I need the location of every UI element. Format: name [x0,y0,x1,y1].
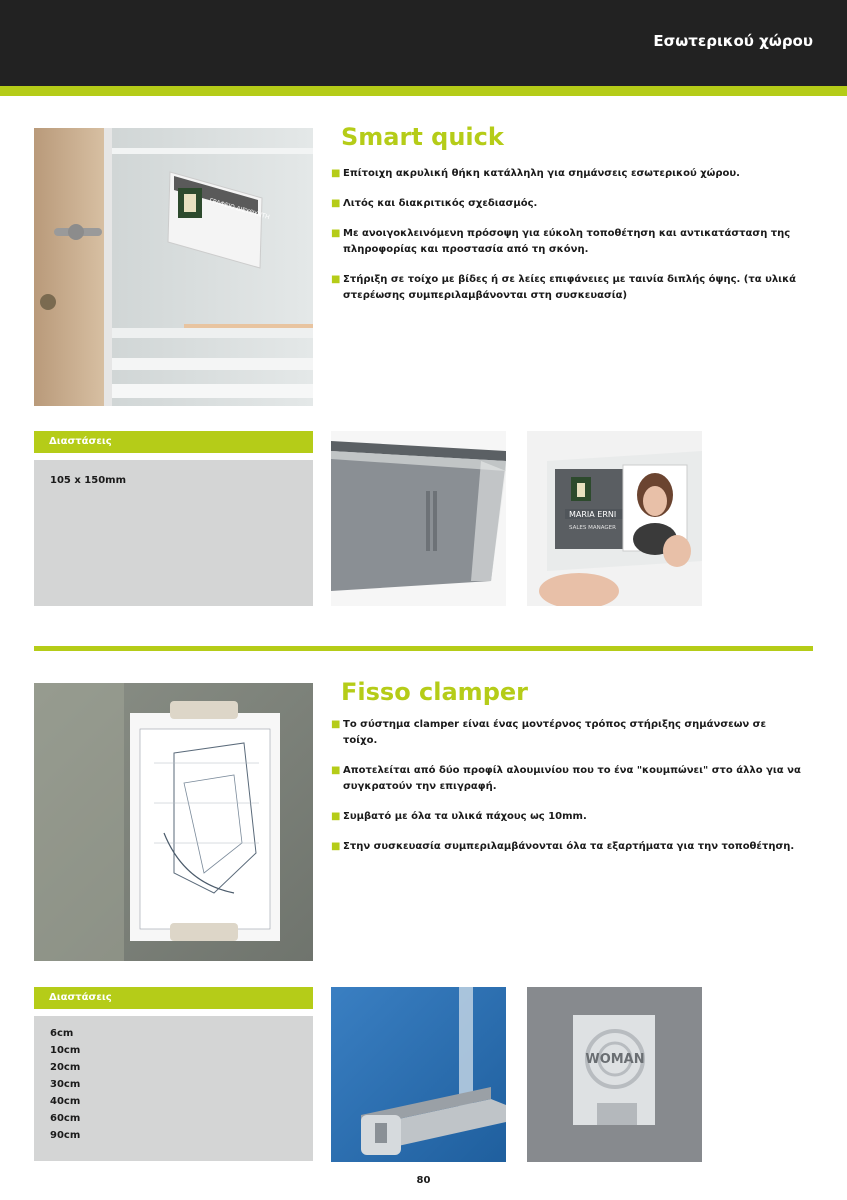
bullet-icon: ■ [331,198,341,209]
sign-word-text: WOMAN [585,1052,645,1067]
bullet-icon: ■ [331,841,341,852]
feature-item: ■ Με ανοιγοκλεινόμενη πρόσοψη για εύκολη τοποθέτηση και αντικατάσταση της πληροφορίας και προστασία από τη σκόνη. [331,228,791,255]
dimension-value: 20cm [50,1062,81,1073]
dimension-value: 105 x 150mm [50,475,127,486]
dimension-value: 10cm [50,1045,81,1056]
woman-sign-illustration [527,987,702,1162]
sign-card-insert-photo [527,431,702,606]
acrylic-holder-photo [331,431,506,606]
card-insert-illustration [527,431,702,606]
sign-header-text: ΓΡΑΦΕΙΟ ΔΙΕΥΘΥΝΤΗ [208,197,271,222]
feature-item: ■ Στήριξη σε τοίχο με βίδες ή σε λείες επιφάνειες με ταινία διπλής όψης. (τα υλικά στερέωσης συμπεριλαμβάνονται στη συσκευασία) [331,274,797,301]
dimensions-header: Διαστάσεις [34,431,313,453]
fisso-clamper-main-photo [34,683,313,961]
smart-quick-main-photo [34,128,313,406]
product-title-fisso-clamper: Fisso clamper [341,678,528,706]
page-number: 80 [416,1175,431,1186]
dimension-value: 40cm [50,1096,81,1107]
dimension-value: 90cm [50,1130,81,1141]
header-title: Εσωτερικού χώρου [653,32,813,50]
feature-item: ■ Επίτοιχη ακρυλική θήκη κατάλληλη για σημάνσεις εσωτερικού χώρου. [331,166,801,182]
bullet-icon: ■ [331,811,341,822]
page-header [0,0,847,86]
clamper-profile-illustration [331,987,506,1162]
bullet-icon: ■ [331,228,341,239]
feature-item: ■ Αποτελείται από δύο προφίλ αλουμινίου που το ένα "κουμπώνει" στο άλλο για να συγκρατούν την επιγραφή. [331,765,801,792]
dimension-value: 6cm [50,1028,74,1039]
feature-item: ■ Το σύστημα clamper είναι ένας μοντέρνος τρόπος στήριξης σημάνσεων σε τοίχο. [331,719,767,746]
fisso-clamper-features [331,717,801,869]
bullet-icon: ■ [331,274,341,285]
feature-item: ■ Συμβατό με όλα τα υλικά πάχους ως 10mm. [331,809,801,825]
door-sign-illustration [34,128,313,406]
dimensions-header: Διαστάσεις [34,987,313,1009]
acrylic-holder-illustration [331,431,506,606]
product-title-smart-quick: Smart quick [341,123,504,151]
card-name-text: MARIA ERNI [569,510,617,519]
bullet-icon: ■ [331,765,341,776]
woman-sign-photo [527,987,702,1162]
dimension-value: 60cm [50,1113,81,1124]
header-accent-stripe [0,86,847,96]
dimension-value: 30cm [50,1079,81,1090]
dimensions-list [34,1016,313,1161]
feature-item: ■ Λιτός και διακριτικός σχεδιασμός. [331,196,801,212]
wall-mounted-plan-illustration [34,683,313,961]
smart-quick-features [331,166,801,318]
section-divider [34,646,813,651]
feature-item: ■ Στην συσκευασία συμπεριλαμβάνονται όλα τα εξαρτήματα για την τοποθέτηση. [331,839,801,855]
bullet-icon: ■ [331,168,341,179]
card-role-text: SALES MANAGER [569,525,616,531]
aluminium-profile-photo [331,987,506,1162]
bullet-icon: ■ [331,719,341,730]
dimensions-list [34,460,313,606]
